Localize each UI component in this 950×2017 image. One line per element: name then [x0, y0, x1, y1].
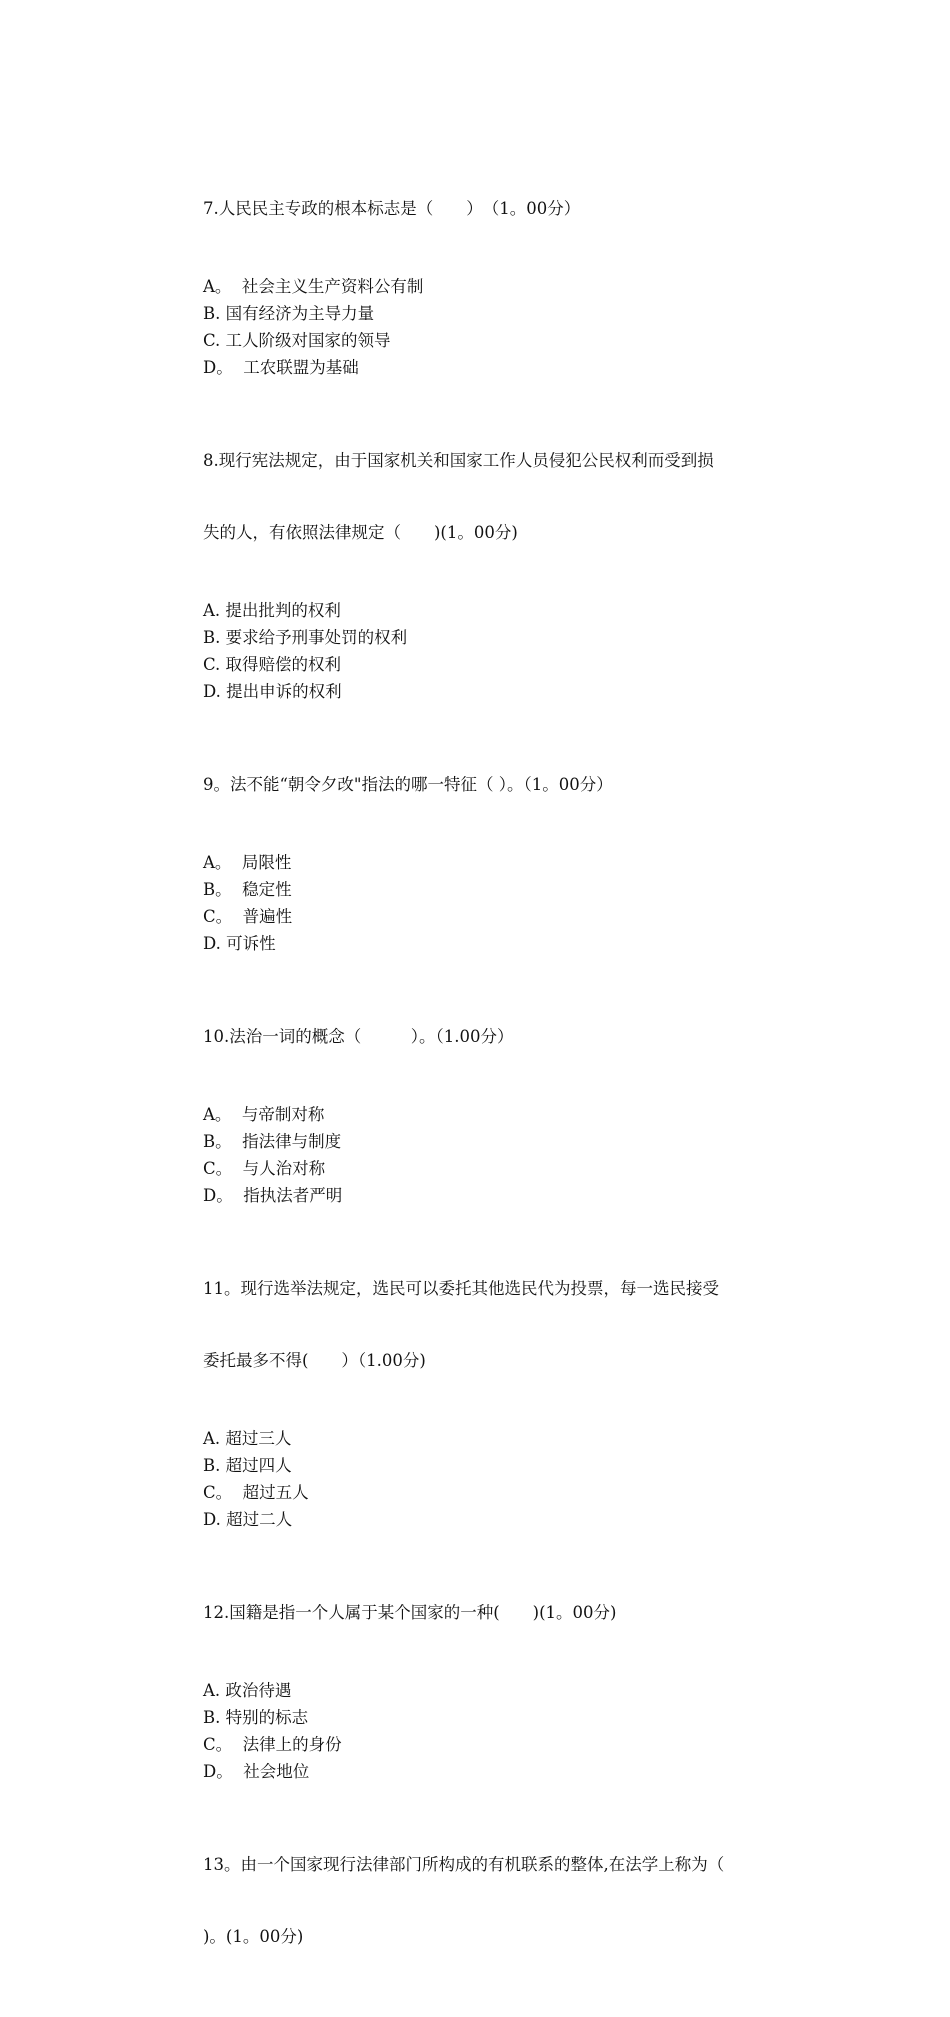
option-c: C。 与人治对称: [203, 1159, 326, 1178]
option-c: C。 超过五人: [203, 1483, 309, 1502]
option-d: D. 提出申诉的权利: [203, 682, 342, 701]
option-b: B. 超过四人: [203, 1456, 292, 1475]
question-stem: [203, 977, 813, 1097]
option-b: B。 指法律与制度: [203, 1132, 342, 1151]
option-d: D. 超过二人: [203, 1510, 293, 1529]
option-d: D。 工农联盟为基础: [203, 358, 359, 377]
option-c: C. 工人阶级对国家的领导: [203, 331, 391, 350]
option-a: A. 超过三人: [203, 1429, 292, 1448]
question-12: [203, 1553, 813, 1785]
option-a: A. 政治待遇: [203, 1681, 292, 1700]
stem-line: 9。法不能“朝令夕改"指法的哪一特征（ ）。（1。00分）: [203, 775, 613, 794]
stem-line: 8.现行宪法规定，由于国家机关和国家工作人员侵犯公民权利而受到损: [203, 451, 714, 470]
question-8: [203, 401, 813, 705]
question-stem: [203, 149, 813, 269]
option-b: B。 稳定性: [203, 880, 292, 899]
option-c: C. 取得赔偿的权利: [203, 655, 342, 674]
question-stem: [203, 401, 813, 593]
stem-line: 12.国籍是指一个人属于某个国家的一种( )(1。00分): [203, 1603, 617, 1622]
option-a: A。 社会主义生产资料公有制: [203, 277, 424, 296]
question-9: [203, 725, 813, 957]
question-stem: [203, 1805, 813, 1997]
question-11: [203, 1229, 813, 1533]
option-b: B. 国有经济为主导力量: [203, 304, 375, 323]
question-7: [203, 149, 813, 381]
stem-line: 10.法治一词的概念（ ）。（1.00分）: [203, 1027, 514, 1046]
question-stem: [203, 1553, 813, 1673]
exam-page: [203, 149, 813, 2017]
question-stem: [203, 725, 813, 845]
stem-line: 委托最多不得( ）（1.00分): [203, 1351, 426, 1370]
option-a: A。 与帝制对称: [203, 1105, 325, 1124]
stem-line: 失的人，有依照法律规定（ )(1。00分): [203, 523, 518, 542]
stem-line: 13。由一个国家现行法律部门所构成的有机联系的整体,在法学上称为（: [203, 1855, 725, 1874]
stem-line: 11。现行选举法规定，选民可以委托其他选民代为投票，每一选民接受: [203, 1279, 719, 1298]
option-d: D. 可诉性: [203, 934, 276, 953]
option-d: D。 社会地位: [203, 1762, 310, 1781]
option-d: D。 指执法者严明: [203, 1186, 343, 1205]
option-c: C。 法律上的身份: [203, 1735, 342, 1754]
question-13: [203, 1805, 813, 1997]
stem-line: 7.人民民主专政的根本标志是（ ） （1。00分）: [203, 199, 581, 218]
option-a: A。 局限性: [203, 853, 292, 872]
option-b: B. 要求给予刑事处罚的权利: [203, 628, 408, 647]
question-stem: [203, 1229, 813, 1421]
option-c: C。 普遍性: [203, 907, 293, 926]
question-10: [203, 977, 813, 1209]
stem-line: )。(1。00分): [203, 1927, 304, 1946]
option-a: A. 提出批判的权利: [203, 601, 341, 620]
option-b: B. 特别的标志: [203, 1708, 309, 1727]
